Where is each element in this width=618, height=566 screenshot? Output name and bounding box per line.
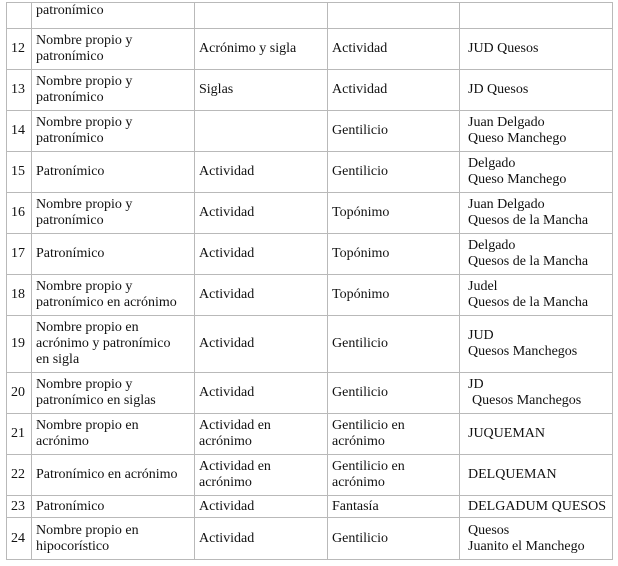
type-cell: Gentilicio: [328, 152, 460, 193]
type-cell: Gentilicio: [328, 111, 460, 152]
table-row: [7, 414, 613, 455]
table-row: [7, 3, 613, 29]
name-structure-cell: Patronímico: [32, 234, 195, 275]
type-cell: Gentilicio en acrónimo: [328, 414, 460, 455]
row-number: [7, 3, 32, 29]
row-number: 21: [7, 414, 32, 455]
naming-table: [6, 2, 613, 560]
brand-name-cell: JUQUEMAN: [460, 414, 613, 455]
name-structure-cell: Patronímico: [32, 496, 195, 518]
name-structure-cell: Patronímico: [32, 152, 195, 193]
row-number: 23: [7, 496, 32, 518]
row-number: 19: [7, 316, 32, 373]
table-row: [7, 455, 613, 496]
activity-cell: Actividad: [195, 234, 328, 275]
type-cell: Gentilicio en acrónimo: [328, 455, 460, 496]
row-number: 12: [7, 29, 32, 70]
row-number: 20: [7, 373, 32, 414]
table-row: [7, 316, 613, 373]
name-structure-cell: Nombre propio y patronímico: [32, 193, 195, 234]
brand-name-cell: JD Quesos Manchegos: [460, 373, 613, 414]
table-row: [7, 518, 613, 560]
table-row: [7, 152, 613, 193]
activity-cell: Acrónimo y sigla: [195, 29, 328, 70]
type-cell: Gentilicio: [328, 373, 460, 414]
activity-cell: Actividad: [195, 275, 328, 316]
row-number: 24: [7, 518, 32, 560]
type-cell: Gentilicio: [328, 518, 460, 560]
table-row: [7, 193, 613, 234]
table-row: [7, 70, 613, 111]
name-structure-cell: Nombre propio en acrónimo: [32, 414, 195, 455]
name-structure-cell: Nombre propio en hipocorístico: [32, 518, 195, 560]
brand-name-cell: DELGADUM QUESOS: [460, 496, 613, 518]
table-row: [7, 29, 613, 70]
table-row: [7, 111, 613, 152]
row-number: 13: [7, 70, 32, 111]
name-structure-cell: Nombre propio y patronímico en siglas: [32, 373, 195, 414]
activity-cell: Actividad en acrónimo: [195, 414, 328, 455]
row-number: 15: [7, 152, 32, 193]
activity-cell: Actividad: [195, 152, 328, 193]
brand-name-cell: JUD Quesos: [460, 29, 613, 70]
type-cell: Topónimo: [328, 275, 460, 316]
brand-name-cell: Delgado Quesos de la Mancha: [460, 234, 613, 275]
type-cell: [328, 3, 460, 29]
type-cell: Topónimo: [328, 234, 460, 275]
name-structure-cell: Nombre propio en acrónimo y patronímico en sigla: [32, 316, 195, 373]
brand-name-cell: Juan Delgado Quesos de la Mancha: [460, 193, 613, 234]
type-cell: Topónimo: [328, 193, 460, 234]
name-structure-cell: Nombre propio y patronímico: [32, 111, 195, 152]
brand-name-cell: DELQUEMAN: [460, 455, 613, 496]
activity-cell: Actividad: [195, 373, 328, 414]
table-body: [7, 3, 613, 560]
activity-cell: [195, 3, 328, 29]
activity-cell: Actividad: [195, 518, 328, 560]
brand-name-cell: Judel Quesos de la Mancha: [460, 275, 613, 316]
name-structure-cell: Nombre propio y patronímico: [32, 70, 195, 111]
table-row: [7, 275, 613, 316]
row-number: 17: [7, 234, 32, 275]
table-row: [7, 496, 613, 518]
row-number: 14: [7, 111, 32, 152]
brand-name-cell: [460, 3, 613, 29]
brand-name-cell: Juan Delgado Queso Manchego: [460, 111, 613, 152]
activity-cell: Actividad: [195, 496, 328, 518]
name-structure-cell: patronímico: [32, 3, 195, 29]
name-structure-cell: Nombre propio y patronímico en acrónimo: [32, 275, 195, 316]
type-cell: Fantasía: [328, 496, 460, 518]
name-structure-cell: Nombre propio y patronímico: [32, 29, 195, 70]
brand-name-cell: JD Quesos: [460, 70, 613, 111]
type-cell: Actividad: [328, 29, 460, 70]
activity-cell: Actividad en acrónimo: [195, 455, 328, 496]
row-number: 16: [7, 193, 32, 234]
table-row: [7, 234, 613, 275]
type-cell: Actividad: [328, 70, 460, 111]
activity-cell: [195, 111, 328, 152]
brand-name-cell: Delgado Queso Manchego: [460, 152, 613, 193]
row-number: 22: [7, 455, 32, 496]
row-number: 18: [7, 275, 32, 316]
activity-cell: Siglas: [195, 70, 328, 111]
activity-cell: Actividad: [195, 193, 328, 234]
name-structure-cell: Patronímico en acrónimo: [32, 455, 195, 496]
type-cell: Gentilicio: [328, 316, 460, 373]
brand-name-cell: JUD Quesos Manchegos: [460, 316, 613, 373]
activity-cell: Actividad: [195, 316, 328, 373]
table-row: [7, 373, 613, 414]
brand-name-cell: Quesos Juanito el Manchego: [460, 518, 613, 560]
